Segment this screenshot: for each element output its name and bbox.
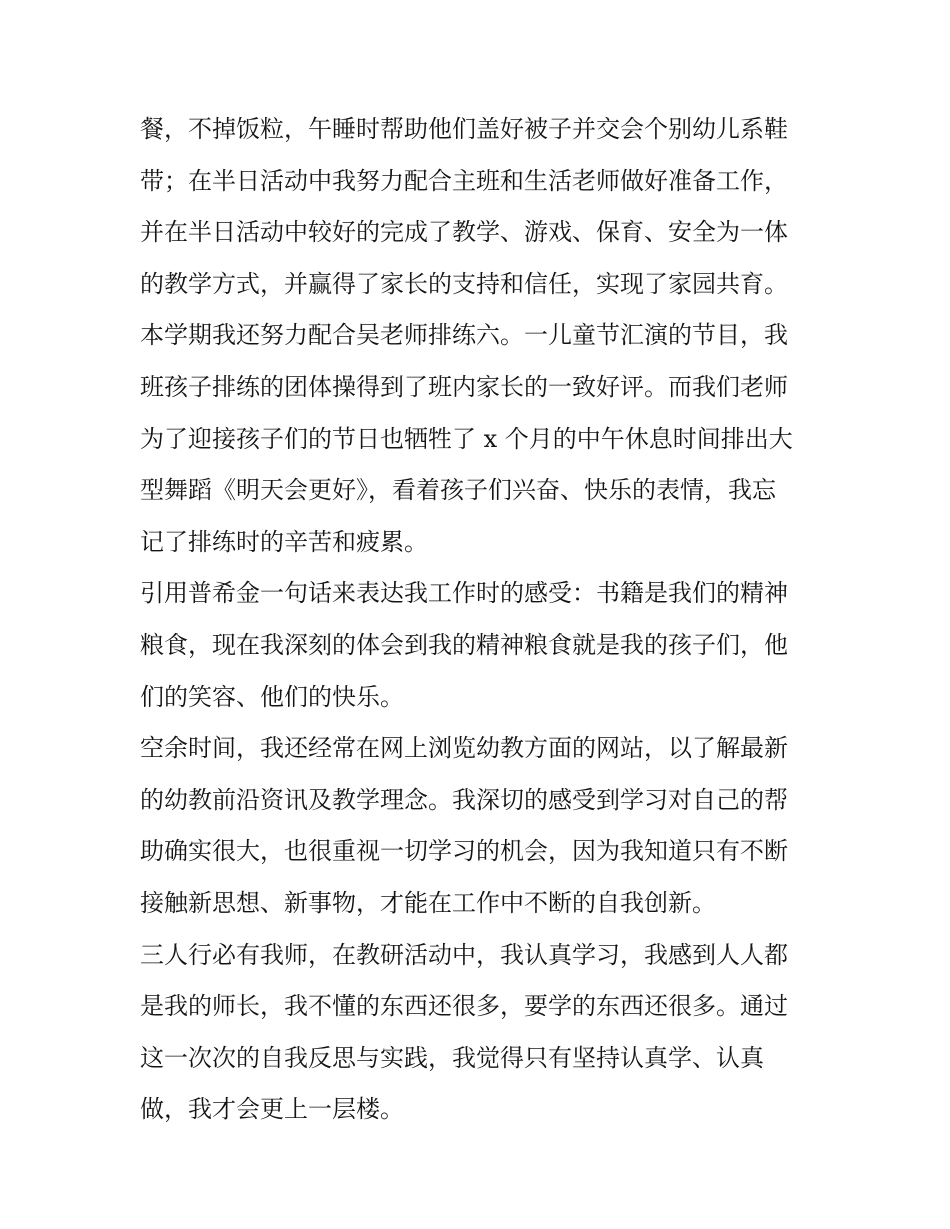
text-line: 接触新思想、新事物，才能在工作中不断的自我创新。 bbox=[140, 888, 716, 917]
text-line: 的幼教前沿资讯及教学理念。我深切的感受到学习对自己的帮 bbox=[140, 785, 788, 814]
text-line: 粮食，现在我深刻的体会到我的精神粮食就是我的孩子们，他 bbox=[140, 630, 788, 659]
text-line: 空余时间，我还经常在网上浏览幼教方面的网站，以了解最新 bbox=[140, 734, 788, 763]
text-line: 并在半日活动中较好的完成了教学、游戏、保育、安全为一体 bbox=[140, 218, 788, 247]
text-line: 们的笑容、他们的快乐。 bbox=[140, 682, 404, 711]
text-line: 是我的师长，我不懂的东西还很多，要学的东西还很多。通过 bbox=[140, 992, 788, 1021]
text-line: 这一次次的自我反思与实践，我觉得只有坚持认真学、认真 bbox=[140, 1043, 764, 1072]
text-line: 做，我才会更上一层楼。 bbox=[140, 1095, 404, 1124]
text-line: 餐，不掉饭粒，午睡时帮助他们盖好被子并交会个别幼儿系鞋 bbox=[140, 115, 788, 143]
text-line: 带；在半日活动中我努力配合主班和生活老师做好准备工作， bbox=[140, 166, 788, 195]
text-line: 本学期我还努力配合吴老师排练六。一儿童节汇演的节目，我 bbox=[140, 321, 788, 350]
body-text bbox=[140, 104, 820, 1136]
text-line: 班孩子排练的团体操得到了班内家长的一致好评。而我们老师 bbox=[140, 372, 788, 401]
text-line: 的教学方式，并赢得了家长的支持和信任，实现了家园共育。 bbox=[140, 269, 788, 298]
text-line: 记了排练时的辛苦和疲累。 bbox=[140, 527, 428, 556]
text-line: 型舞蹈《明天会更好》，看着孩子们兴奋、快乐的表情，我忘 bbox=[140, 476, 776, 505]
text-line: 助确实很大，也很重视一切学习的机会，因为我知道只有不断 bbox=[140, 837, 788, 866]
text-line: 三人行必有我师，在教研活动中，我认真学习，我感到人人都 bbox=[140, 940, 788, 969]
text-line: 为了迎接孩子们的节日也牺牲了 x 个月的中午休息时间排出大 bbox=[140, 424, 793, 453]
text-line: 引用普希金一句话来表达我工作时的感受：书籍是我们的精神 bbox=[140, 579, 788, 608]
